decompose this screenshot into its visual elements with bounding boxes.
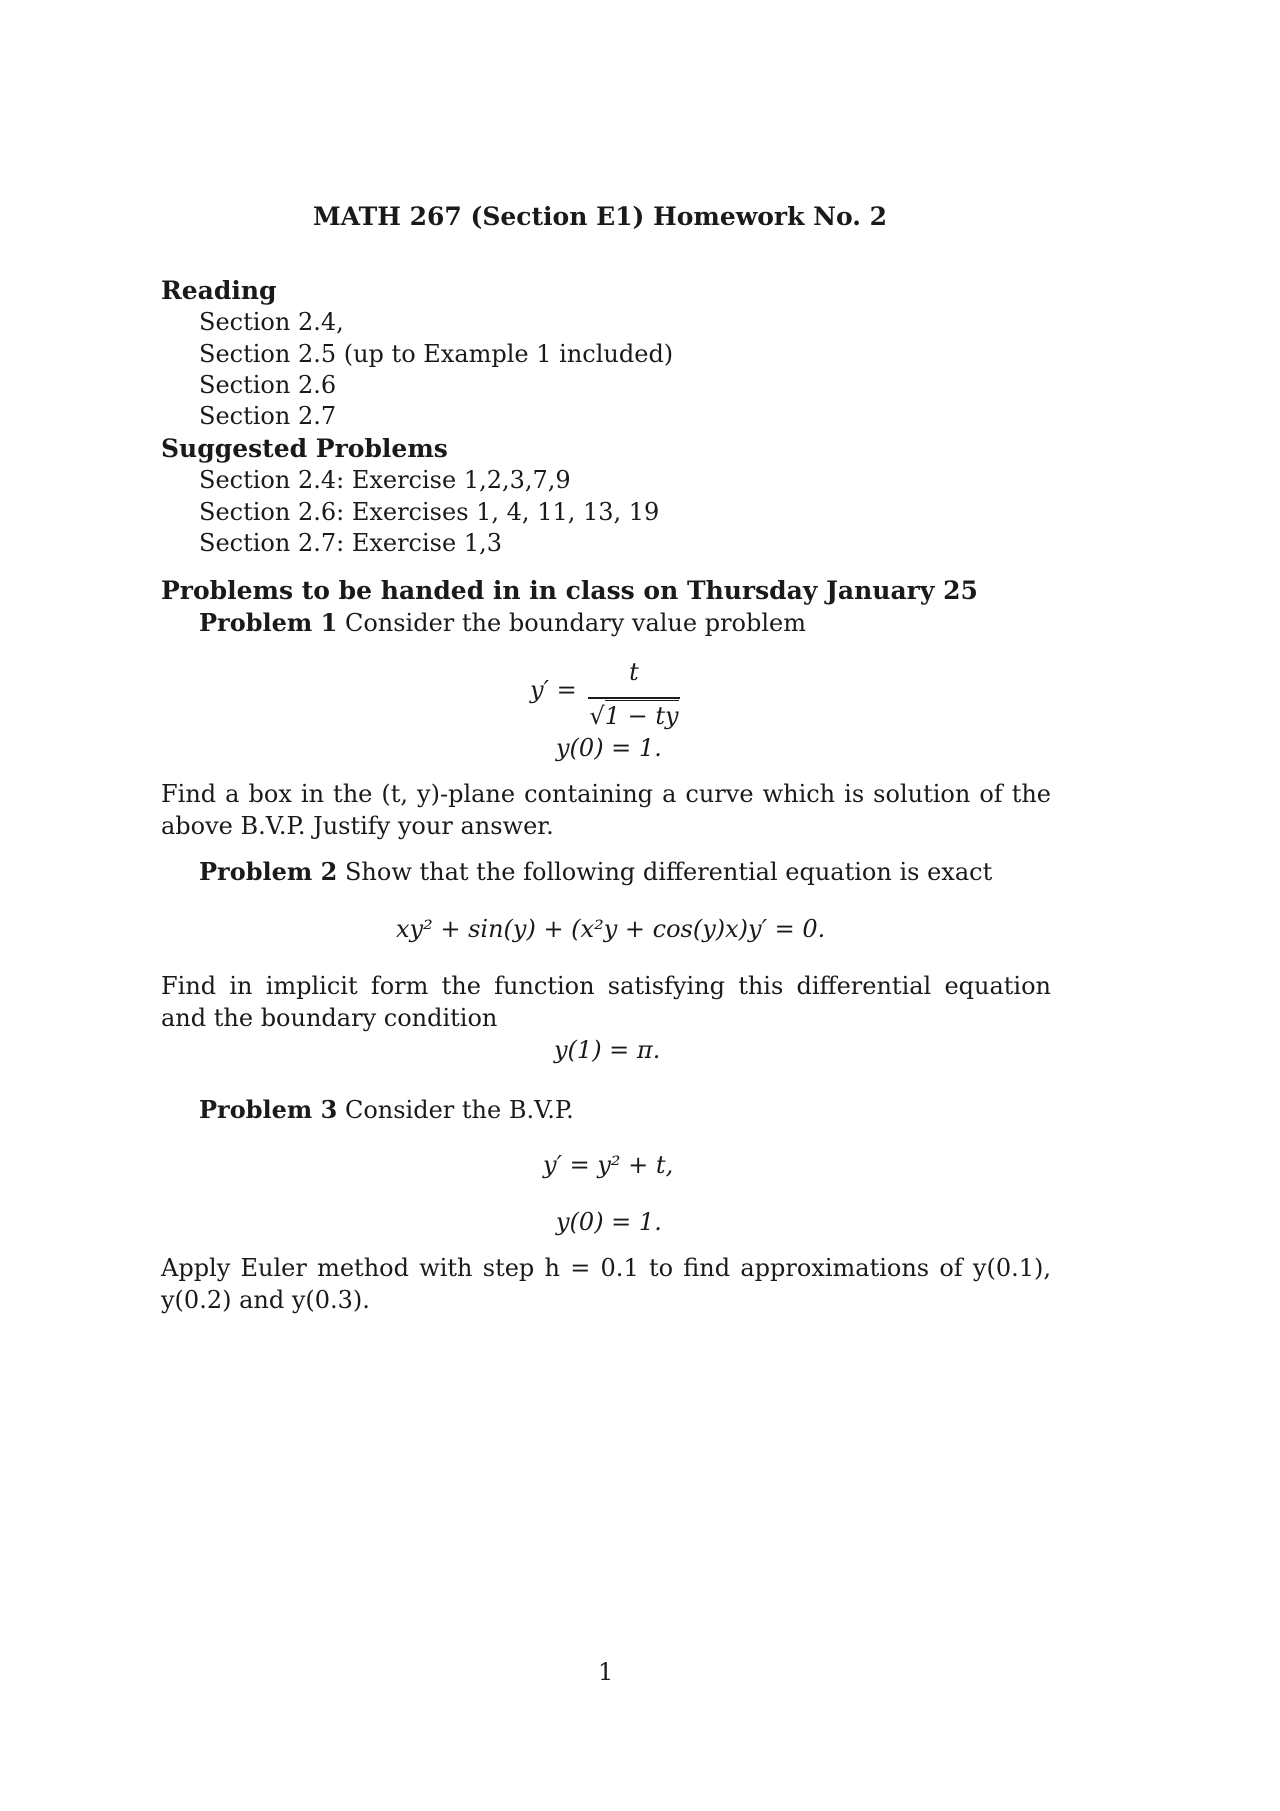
problem2-equation: xy² + sin(y) + (x²y + cos(y)x)y′ = 0. (396, 915, 826, 943)
problem2-intro-line (199, 857, 992, 886)
reading-item: Section 2.4, (199, 308, 344, 336)
problem1-intro: Consider the boundary value problem (344, 609, 807, 637)
problem1-label: Problem 1 (199, 608, 338, 637)
problem3-intro: Consider the B.V.P. (344, 1096, 574, 1124)
problem1-eq-numerator: t (629, 658, 639, 686)
problem2-body: Find in implicit form the function satisfying this differential equation and the boundary condition (161, 972, 1051, 1032)
page-number: 1 (598, 1658, 614, 1686)
problem3-bc: y(0) = 1. (556, 1208, 662, 1236)
problem3-intro-line (199, 1095, 574, 1124)
document-title: MATH 267 (Section E1) Homework No. 2 (312, 202, 888, 231)
problem3-body: Apply Euler method with step h = 0.1 to find approximations of y(0.1), y(0.2) and y(0.3). (161, 1254, 1051, 1314)
problem2-bc: y(1) = π. (554, 1036, 661, 1064)
problem2-label: Problem 2 (199, 857, 338, 886)
reading-heading: Reading (161, 276, 277, 305)
fraction-bar (588, 697, 680, 699)
problem1-intro-line (199, 608, 806, 637)
problem1-eq-lhs: y′ = (530, 676, 577, 704)
problem3-label: Problem 3 (199, 1095, 338, 1124)
problem3-equation: y′ = y² + t, (543, 1151, 674, 1179)
problem1-eq-denominator (588, 702, 680, 730)
problem1-fraction (588, 658, 680, 738)
problem1-eq-den-expr: 1 − ty (604, 702, 679, 730)
handin-heading: Problems to be handed in in class on Thursday January 25 (161, 576, 978, 605)
reading-item: Section 2.5 (up to Example 1 included) (199, 340, 674, 368)
problem2-intro: Show that the following differential equation is exact (344, 858, 993, 886)
suggested-item: Section 2.6: Exercises 1, 4, 11, 13, 19 (199, 498, 660, 526)
reading-item: Section 2.6 (199, 371, 337, 399)
radical-sign: √ (589, 702, 605, 730)
suggested-item: Section 2.4: Exercise 1,2,3,7,9 (199, 466, 571, 494)
problem1-body: Find a box in the (t, y)-plane containing a curve which is solution of the above B.V.P. Justify your answer. (161, 780, 1051, 840)
reading-item: Section 2.7 (199, 402, 337, 430)
suggested-heading: Suggested Problems (161, 434, 448, 463)
suggested-item: Section 2.7: Exercise 1,3 (199, 529, 502, 557)
problem1-bc: y(0) = 1. (556, 734, 662, 762)
